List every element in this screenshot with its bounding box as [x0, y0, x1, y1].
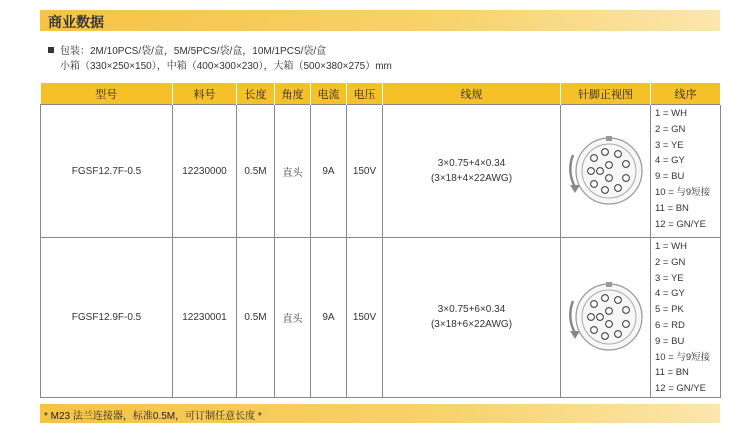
gauge-line-1: 3×0.75+6×0.34	[437, 304, 506, 316]
sequence-item: 9 = BU	[655, 171, 685, 183]
header-length: 长度	[237, 83, 275, 105]
cell-gauge	[383, 238, 561, 398]
gauge-line-2: (3×18+4×22AWG)	[430, 173, 513, 184]
bullet-icon	[48, 47, 54, 53]
header-sequence: 线序	[651, 83, 721, 105]
sequence-item: 3 = YE	[655, 272, 684, 284]
header-pin-view: 针脚正视图	[561, 83, 651, 105]
gauge-line-1: 3×0.75+4×0.34	[437, 158, 506, 169]
spec-table	[40, 83, 721, 398]
cell-current: 9A	[311, 105, 347, 238]
cell-angle: 直头	[275, 105, 311, 238]
table-row	[41, 238, 721, 398]
cell-current: 9A	[311, 238, 347, 398]
sequence-item: 2 = GN	[655, 256, 686, 268]
cell-part: 12230000	[173, 105, 237, 238]
sequence-item: 11 = BN	[655, 202, 689, 214]
sequence-item: 2 = GN	[655, 123, 686, 135]
header-gauge: 线规	[383, 83, 561, 105]
sequence-item: 10 = 与9短接	[655, 351, 711, 363]
gauge-line-2: (3×18+6×22AWG)	[430, 319, 513, 331]
cell-length: 0.5M	[237, 105, 275, 238]
cell-length: 0.5M	[237, 238, 275, 398]
packaging-line-1: 包装：2M/10PCS/袋/盒，5M/5PCS/袋/盒，10M/1PCS/袋/盒	[60, 46, 327, 57]
m23-12pin-face-icon	[561, 271, 653, 363]
cell-model: FGSF12.9F-0.5	[41, 238, 173, 398]
sequence-item: 4 = GY	[655, 288, 685, 300]
cell-pin-view	[561, 105, 651, 238]
table-row	[41, 105, 721, 238]
sequence-item: 11 = BN	[655, 367, 689, 379]
header-model: 型号	[41, 83, 173, 105]
footer-note-bar	[40, 404, 720, 423]
cell-voltage: 150V	[347, 238, 383, 398]
cell-gauge	[383, 105, 561, 238]
m23-12pin-face-icon	[561, 125, 653, 217]
sequence-item: 9 = BU	[655, 335, 685, 347]
cell-sequence	[651, 238, 721, 398]
packaging-info	[48, 44, 392, 74]
header-current: 电流	[311, 83, 347, 105]
header-voltage: 电压	[347, 83, 383, 105]
sequence-item: 12 = GN/YE	[655, 218, 706, 230]
cell-model: FGSF12.7F-0.5	[41, 105, 173, 238]
sequence-item: 10 = 与9短接	[655, 186, 711, 198]
cell-part: 12230001	[173, 238, 237, 398]
cell-pin-view	[561, 238, 651, 398]
header-part: 料号	[173, 83, 237, 105]
sequence-item: 1 = WH	[655, 108, 687, 119]
cell-angle: 直头	[275, 238, 311, 398]
sequence-item: 3 = YE	[655, 139, 684, 151]
sequence-item: 6 = RD	[655, 319, 685, 331]
section-header	[40, 10, 720, 31]
header-angle: 角度	[275, 83, 311, 105]
section-title: 商业数据	[48, 14, 104, 30]
cell-voltage: 150V	[347, 105, 383, 238]
sequence-item: 5 = PK	[655, 304, 684, 316]
sequence-item: 4 = GY	[655, 155, 685, 167]
cell-sequence	[651, 105, 721, 238]
table-header-row	[41, 83, 721, 105]
packaging-line-2: 小箱（330×250×150），中箱（400×300×230），大箱（500×380×275）mm	[60, 61, 392, 72]
sequence-item: 12 = GN/YE	[655, 383, 706, 395]
sequence-item: 1 = WH	[655, 241, 687, 252]
footer-note: * M23 法兰连接器，标准0.5M，可订制任意长度 *	[44, 411, 262, 422]
